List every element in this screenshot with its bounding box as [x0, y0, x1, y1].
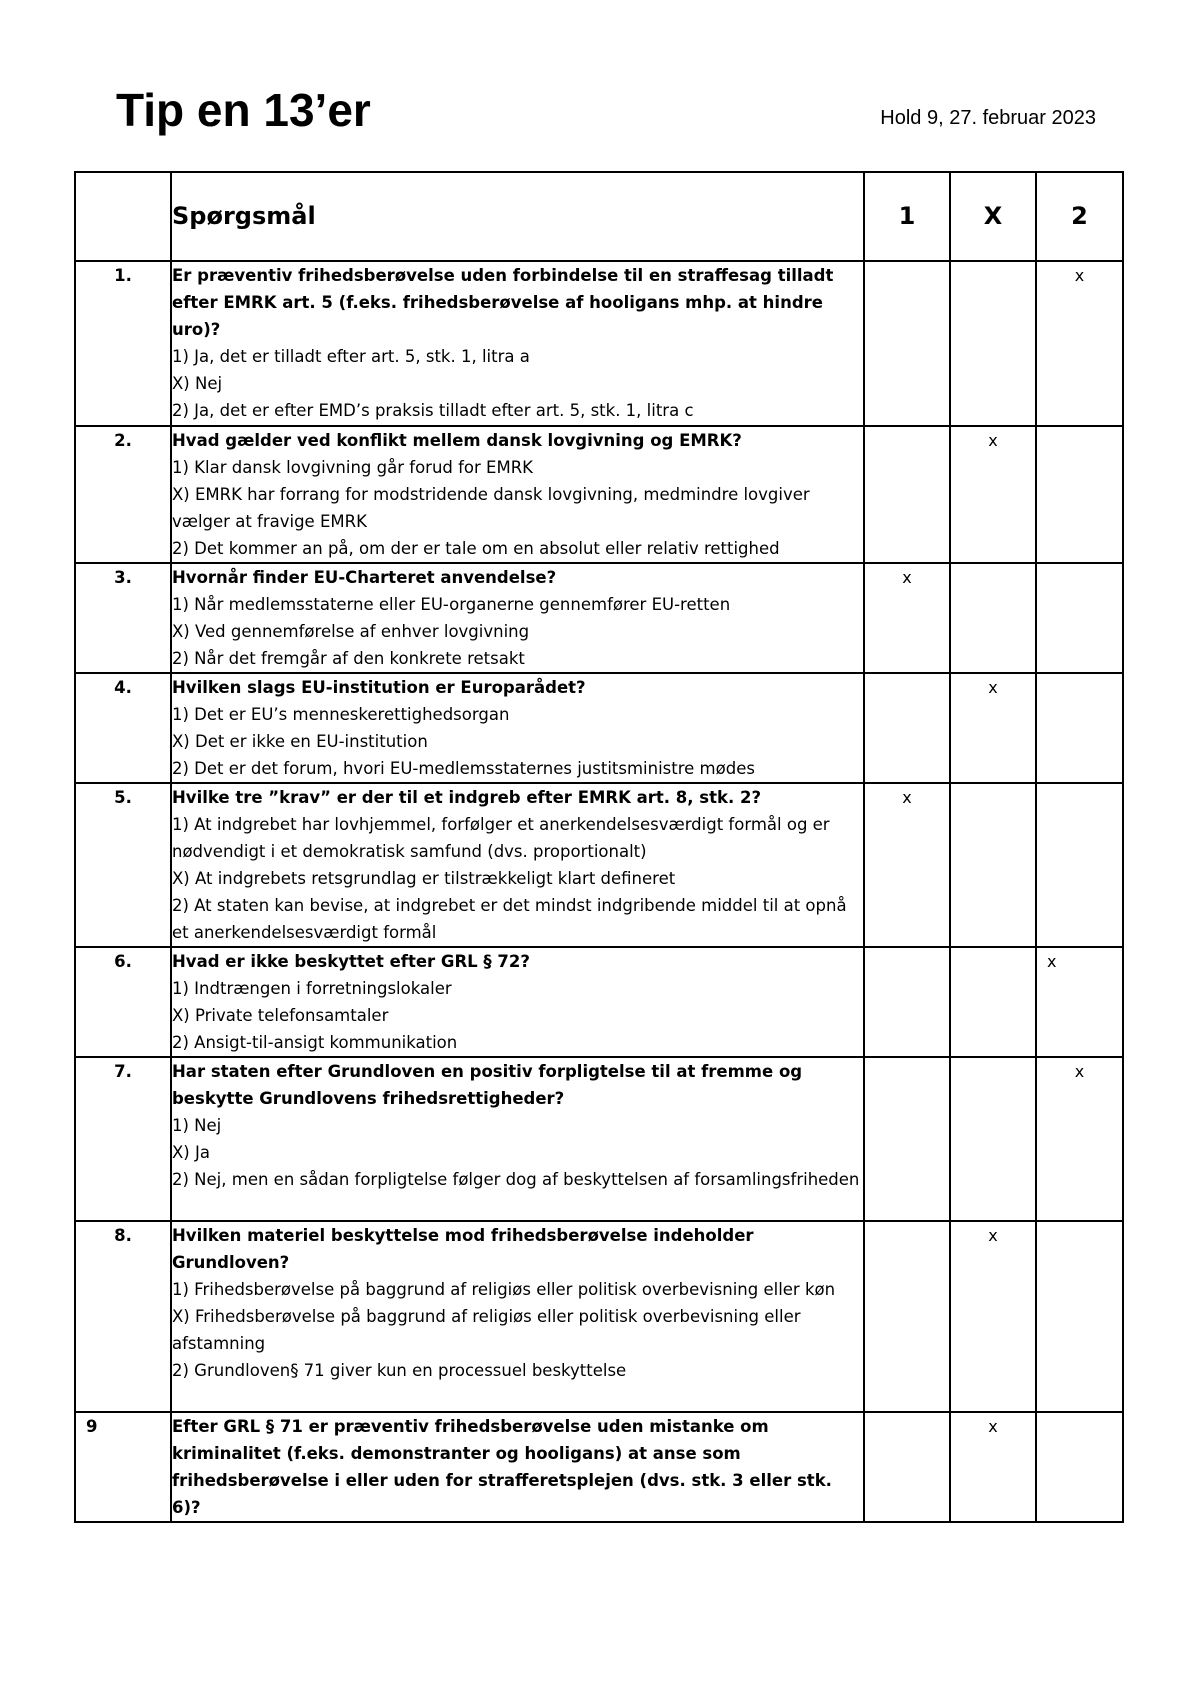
answer-mark-1: x [864, 783, 950, 947]
table-row [75, 1221, 1123, 1412]
document-subtitle: Hold 9, 27. februar 2023 [880, 107, 1096, 129]
answer-mark-x [950, 563, 1036, 673]
question-number: 9 [75, 1412, 171, 1522]
option-2-text: 2) Grundloven§ 71 giver kun en processuel beskyttelse [172, 1361, 627, 1380]
option-1-text: 1) Det er EU’s menneskerettighedsorgan [172, 705, 510, 724]
question-cell [171, 261, 864, 426]
header-number [75, 172, 171, 261]
question-number: 7. [75, 1057, 171, 1221]
header-option-2: 2 [1036, 172, 1123, 261]
answer-mark-x [950, 261, 1036, 426]
answer-mark-1 [864, 426, 950, 563]
table-row [75, 783, 1123, 947]
answer-mark-2 [1036, 426, 1123, 563]
answer-mark-2: x [1036, 261, 1123, 426]
option-x-text: X) EMRK har forrang for modstridende dansk lovgivning, medmindre lovgiver vælger at fravige EMRK [172, 485, 810, 531]
table-row [75, 673, 1123, 783]
answer-mark-x: x [950, 1412, 1036, 1522]
answer-mark-2: x [1036, 1057, 1123, 1221]
header-option-x: X [950, 172, 1036, 261]
option-1-text: 1) At indgrebet har lovhjemmel, forfølger et anerkendelsesværdigt formål og er nødvendigt i et demokratisk samfund (dvs. proportionalt) [172, 815, 830, 861]
option-2-text: 2) Når det fremgår af den konkrete retsakt [172, 649, 525, 668]
table-row [75, 1412, 1123, 1522]
document-title: Tip en 13’er [116, 84, 371, 136]
question-cell [171, 1412, 864, 1522]
answer-mark-1 [864, 1057, 950, 1221]
answer-mark-1 [864, 1221, 950, 1412]
option-x-text: X) At indgrebets retsgrundlag er tilstrækkeligt klart defineret [172, 869, 676, 888]
option-x-text: X) Ved gennemførelse af enhver lovgivning [172, 622, 530, 641]
question-number: 5. [75, 783, 171, 947]
option-2-text: 2) Det kommer an på, om der er tale om en absolut eller relativ rettighed [172, 539, 780, 558]
option-1-text: 1) Klar dansk lovgivning går forud for EMRK [172, 458, 534, 477]
answer-mark-1 [864, 947, 950, 1057]
question-number: 2. [75, 426, 171, 563]
question-number: 8. [75, 1221, 171, 1412]
answer-mark-2: x [1036, 947, 1123, 1057]
option-1-text: 1) Ja, det er tilladt efter art. 5, stk. 1, litra a [172, 347, 530, 366]
question-cell [171, 1221, 864, 1412]
header-question: Spørgsmål [171, 172, 864, 261]
answer-mark-2 [1036, 1412, 1123, 1522]
option-2-text: 2) Det er det forum, hvori EU-medlemsstaternes justitsministre mødes [172, 759, 755, 778]
answer-mark-1 [864, 261, 950, 426]
question-number: 3. [75, 563, 171, 673]
question-number: 1. [75, 261, 171, 426]
option-1-text: 1) Frihedsberøvelse på baggrund af religiøs eller politisk overbevisning eller køn [172, 1280, 836, 1299]
answer-mark-x [950, 783, 1036, 947]
option-2-text: 2) Ja, det er efter EMD’s praksis tilladt efter art. 5, stk. 1, litra c [172, 401, 694, 420]
answer-mark-x: x [950, 673, 1036, 783]
question-text: Har staten efter Grundloven en positiv forpligtelse til at fremme og beskytte Grundlovens frihedsrettigheder? [172, 1062, 803, 1108]
question-text: Hvilken slags EU-institution er Europarådet? [172, 678, 586, 697]
answer-mark-1 [864, 1412, 950, 1522]
question-text: Hvilke tre ”krav” er der til et indgreb efter EMRK art. 8, stk. 2? [172, 788, 762, 807]
question-cell [171, 426, 864, 563]
question-cell [171, 1057, 864, 1221]
question-cell [171, 783, 864, 947]
question-text: Hvad er ikke beskyttet efter GRL § 72? [172, 952, 530, 971]
answer-mark-1 [864, 673, 950, 783]
option-2-text: 2) Nej, men en sådan forpligtelse følger dog af beskyttelsen af forsamlingsfriheden [172, 1170, 860, 1189]
option-x-text: X) Frihedsberøvelse på baggrund af religiøs eller politisk overbevisning eller afstamning [172, 1307, 801, 1353]
option-x-text: X) Nej [172, 374, 223, 393]
answer-mark-x [950, 947, 1036, 1057]
option-x-text: X) Det er ikke en EU-institution [172, 732, 428, 751]
table-header-row [75, 172, 1123, 261]
quiz-table [74, 171, 1124, 1523]
answer-mark-2 [1036, 1221, 1123, 1412]
option-2-text: 2) Ansigt-til-ansigt kommunikation [172, 1033, 458, 1052]
table-row [75, 426, 1123, 563]
option-x-text: X) Ja [172, 1143, 210, 1162]
option-2-text: 2) At staten kan bevise, at indgrebet er det mindst indgribende middel til at opnå et anerkendelsesværdigt formål [172, 896, 847, 942]
question-text: Hvilken materiel beskyttelse mod frihedsberøvelse indeholder Grundloven? [172, 1226, 754, 1272]
answer-mark-x: x [950, 426, 1036, 563]
table-row [75, 261, 1123, 426]
question-cell [171, 947, 864, 1057]
option-1-text: 1) Når medlemsstaterne eller EU-organerne gennemfører EU-retten [172, 595, 731, 614]
answer-mark-2 [1036, 563, 1123, 673]
option-1-text: 1) Nej [172, 1116, 222, 1135]
answer-mark-2 [1036, 783, 1123, 947]
answer-mark-2 [1036, 673, 1123, 783]
question-cell [171, 563, 864, 673]
option-1-text: 1) Indtrængen i forretningslokaler [172, 979, 452, 998]
table-row [75, 1057, 1123, 1221]
answer-mark-x [950, 1057, 1036, 1221]
question-cell [171, 673, 864, 783]
question-text: Hvad gælder ved konflikt mellem dansk lovgivning og EMRK? [172, 431, 742, 450]
header-option-1: 1 [864, 172, 950, 261]
answer-mark-x: x [950, 1221, 1036, 1412]
question-number: 4. [75, 673, 171, 783]
page-header [116, 80, 1096, 150]
question-text: Efter GRL § 71 er præventiv frihedsberøvelse uden mistanke om kriminalitet (f.eks. demonstranter og hooligans) at anse som frihedsberøvelse i eller uden for strafferetsplejen (dvs. stk. 3 eller stk. 6)? [172, 1417, 832, 1517]
question-text: Er præventiv frihedsberøvelse uden forbindelse til en straffesag tilladt efter EMRK art. 5 (f.eks. frihedsberøvelse af hooligans mhp. at hindre uro)? [172, 266, 834, 339]
table-row [75, 563, 1123, 673]
table-row [75, 947, 1123, 1057]
question-number: 6. [75, 947, 171, 1057]
option-x-text: X) Private telefonsamtaler [172, 1006, 389, 1025]
question-text: Hvornår finder EU-Charteret anvendelse? [172, 568, 557, 587]
answer-mark-1: x [864, 563, 950, 673]
